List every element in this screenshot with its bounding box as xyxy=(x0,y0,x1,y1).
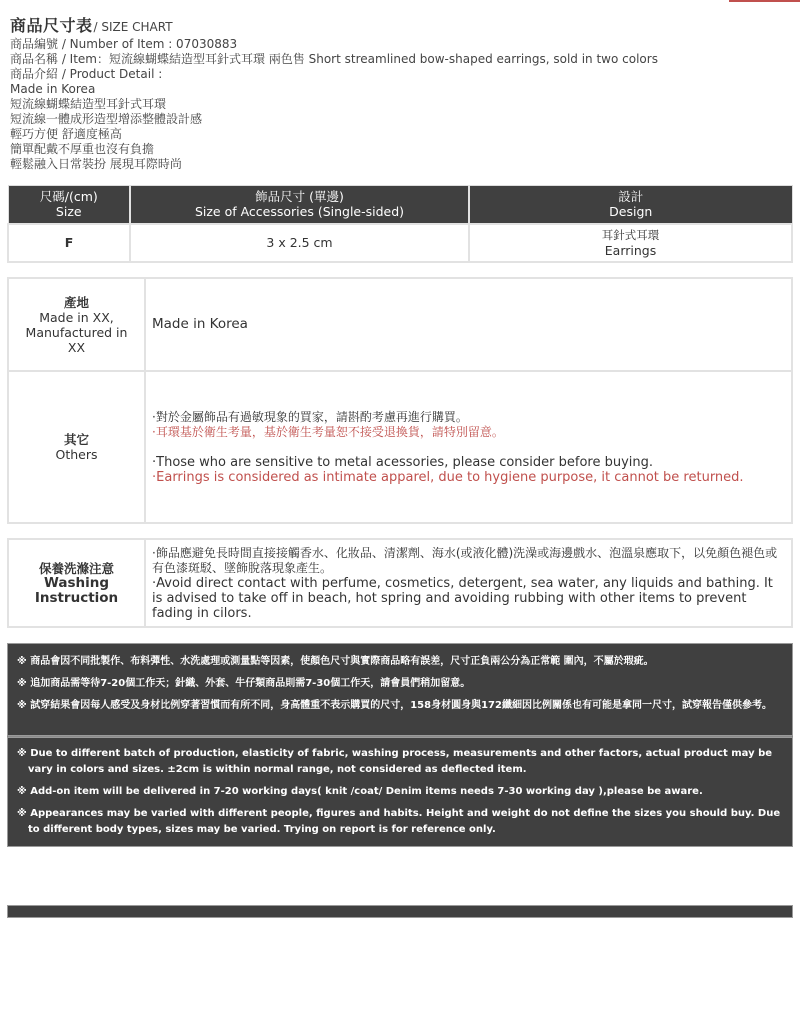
item-name: 商品名稱 / Item：短流線蝴蝶結造型耳針式耳環 兩色售 Short streamlined bow-shaped earrings, sold in two colors xyxy=(10,52,658,66)
note-zh: ※ 追加商品需等待7-20個工作天；針織、外套、牛仔類商品則需7-30個工作天，請會員們稍加留意。 xyxy=(17,678,471,689)
others-label-zh: 其它 xyxy=(63,432,89,447)
product-detail-label: 商品介紹 / Product Detail : xyxy=(10,67,163,81)
others-label-en: Others xyxy=(55,447,98,462)
top-accent-bar xyxy=(729,0,800,2)
note-en: ※ Add-on item will be delivered in 7-20 working days( knit /coat/ Denim items needs 7-30 working day ),please be aware. xyxy=(17,786,703,797)
header-design-en: Design xyxy=(609,204,653,220)
product-detail-line: Made in Korea xyxy=(10,82,96,96)
product-detail-line: 輕鬆融入日常裝扮 展現耳際時尚 xyxy=(10,157,182,171)
origin-label-en: Made in XX, xyxy=(39,309,114,325)
notes-zh-box xyxy=(7,643,793,736)
title-en: / SIZE CHART xyxy=(93,20,173,34)
washing-table xyxy=(7,538,793,628)
note-zh: ※ 商品會因不同批製作、布料彈性、水洗處理或測量點等因素，使顏色尺寸與實際商品略有誤差，尺寸正負兩公分為正常範 圍內，不屬於瑕疵。 xyxy=(17,656,654,667)
origin-row xyxy=(8,278,792,371)
others-note-en: ·Those who are sensitive to metal acessories, please consider before buying. xyxy=(152,454,654,470)
cell-design-zh: 耳針式耳環 xyxy=(601,227,660,242)
washing-text-en: ·Avoid direct contact with perfume, cosmetics, detergent, sea water, any liquids and bathing. It is advised to take off in beach, hot spring and avoiding rubbing with other items to prevent fading in cilors. xyxy=(152,575,773,621)
washing-row xyxy=(8,539,792,627)
size-table-header-row xyxy=(8,186,792,224)
product-detail-line: 短流線一體成形造型增添整體設計感 xyxy=(10,112,203,126)
header-accessory-size-en: Size of Accessories (Single-sided) xyxy=(194,204,405,220)
note-en: ※ Due to different batch of production, elasticity of fabric, washing process, measurements and other factors, actual product may be vary in colors and sizes. ±2cm is within normal range, not considered as deflected item. xyxy=(17,748,773,775)
others-note-en-warning: ·Earrings is considered as intimate apparel, due to hygiene purpose, it cannot be returned. xyxy=(152,469,744,485)
washing-label-zh: 保養洗滌注意 xyxy=(38,560,114,576)
origin-label xyxy=(8,278,145,371)
footer-bar xyxy=(7,905,793,918)
title-zh: 商品尺寸表 xyxy=(10,16,93,35)
size-table xyxy=(7,185,793,263)
origin-label-en: XX xyxy=(67,339,86,355)
others-note-zh: ·對於金屬飾品有過敏現象的買家，請斟酌考慮再進行購買。 xyxy=(152,409,468,424)
washing-label-en: Washing xyxy=(43,574,110,591)
product-detail-line: 輕巧方便 舒適度極高 xyxy=(10,127,122,141)
header-accessory-size-zh: 飾品尺寸 (單邊) xyxy=(255,189,344,205)
origin-value: Made in Korea xyxy=(145,278,792,371)
washing-text-zh: ·飾品應避免長時間直接接觸香水、化妝品、清潔劑、海水(或液化體)洗澡或海邊戲水、泡溫泉應取下，以免顏色褪色或有色漆斑駁、墜飾脫落現象產生。 xyxy=(152,545,778,575)
others-value xyxy=(145,371,792,523)
size-chart-header xyxy=(10,13,800,172)
product-detail-line: 短流線蝴蝶結造型耳針式耳環 xyxy=(10,97,167,111)
header-size xyxy=(8,186,130,224)
product-detail-line: 簡單配戴不厚重也沒有負擔 xyxy=(10,142,155,156)
header-size-zh: 尺碼/(cm) xyxy=(39,189,98,205)
header-design xyxy=(469,186,792,224)
item-number: 商品編號 / Number of Item : 07030883 xyxy=(10,37,238,51)
cell-design-en: Earrings xyxy=(604,242,657,258)
notes-en-box xyxy=(7,737,793,847)
others-row xyxy=(8,371,792,523)
washing-label-en: Instruction xyxy=(34,589,119,606)
others-label xyxy=(8,371,145,523)
washing-label xyxy=(8,539,145,627)
header-accessory-size xyxy=(130,186,469,224)
others-note-zh-warning: ·耳環基於衛生考量，基於衛生考量恕不接受退換貨，請特別留意。 xyxy=(152,424,504,439)
origin-label-en: Manufactured in xyxy=(25,324,128,340)
table-row xyxy=(8,224,792,262)
note-en: ※ Appearances may be varied with different people, figures and habits. Height and weight do not define the sizes you should buy. Due to different body types, sizes may be varied. Trying on report is for reference only. xyxy=(17,808,781,835)
cell-size: F xyxy=(8,224,130,262)
page-title xyxy=(10,13,800,37)
cell-design xyxy=(469,224,792,262)
header-size-en: Size xyxy=(55,204,82,220)
washing-value xyxy=(145,539,792,627)
origin-label-zh: 產地 xyxy=(63,294,89,310)
origin-others-table xyxy=(7,277,793,524)
header-design-zh: 設計 xyxy=(618,189,644,205)
note-zh: ※ 試穿結果會因每人感受及身材比例穿著習慣而有所不同，身高體重不表示購買的尺寸，158身材圓身與172纖細因比例關係也有可能是拿同一尺寸，試穿報告僅供參考。 xyxy=(17,700,772,711)
cell-dimensions: 3 x 2.5 cm xyxy=(130,224,469,262)
